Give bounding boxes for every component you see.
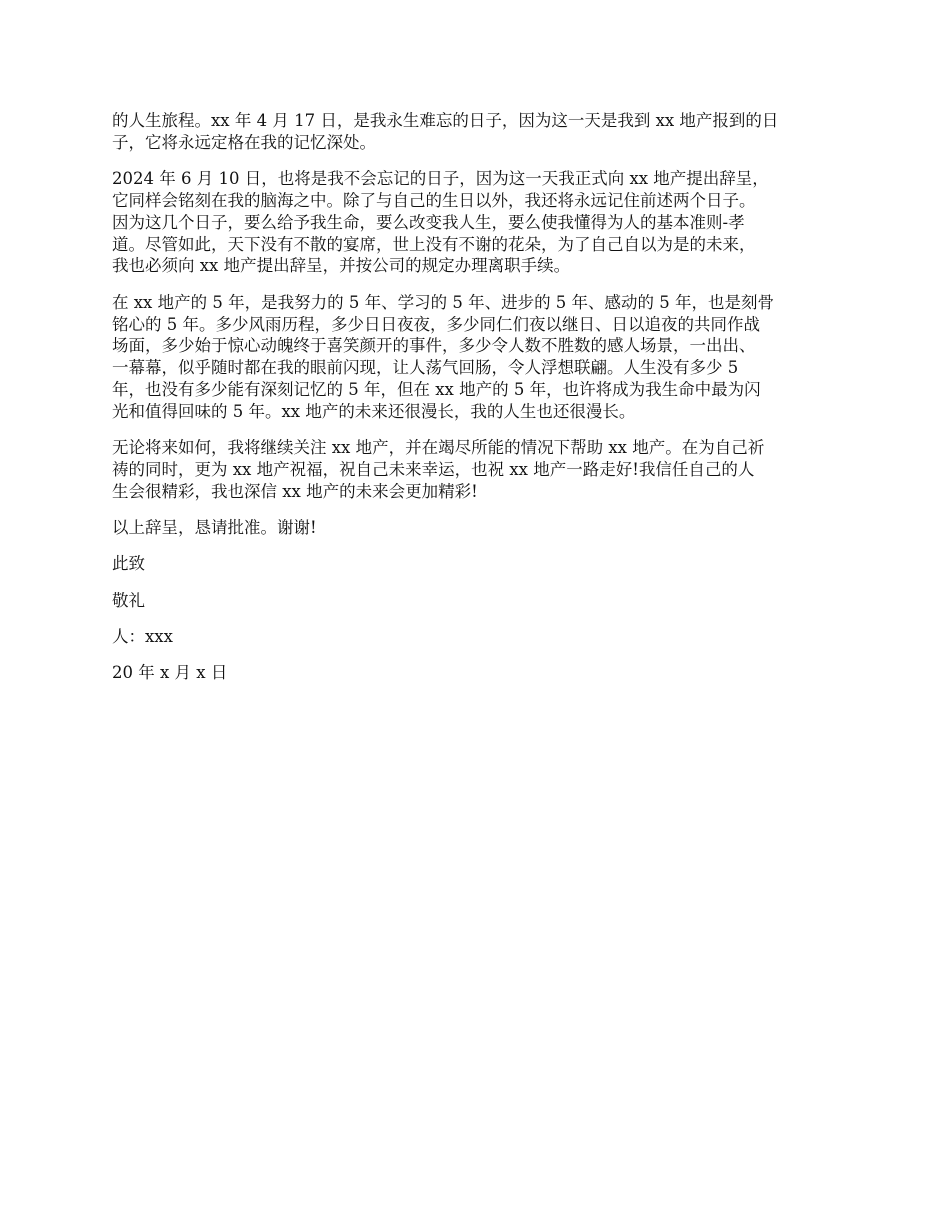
text-line: 年，也没有多少能有深刻记忆的 5 年，但在 xx 地产的 5 年，也许将成为我生命中最为闪	[112, 379, 761, 399]
paragraph-future-wishes	[112, 437, 838, 502]
text-line: 场面，多少始于惊心动魄终于喜笑颜开的事件，多少令人数不胜数的感人场景，一出出、	[112, 336, 756, 356]
text-line: 铭心的 5 年。多少风雨历程，多少日日夜夜，多少同仁们夜以继日、日以追夜的共同作战	[112, 314, 760, 334]
text-line: 子，它将永远定格在我的记忆深处。	[112, 132, 376, 152]
paragraph-five-years	[112, 292, 838, 423]
text-line: 道。尽管如此，天下没有不散的宴席，世上没有不谢的花朵，为了自己自以为是的未来，	[112, 234, 756, 254]
text-line: 我也必须向 xx 地产提出辞呈，并按公司的规定办理离职手续。	[112, 256, 571, 276]
text-line: 在 xx 地产的 5 年，是我努力的 5 年、学习的 5 年、进步的 5 年、感动的 5 年，也是刻骨	[112, 292, 775, 312]
date-line	[112, 662, 838, 684]
signature-line	[112, 626, 838, 648]
paragraph-request-approval	[112, 517, 838, 539]
closing-jingli	[112, 590, 838, 612]
text-line: 人：xxx	[112, 626, 173, 646]
paragraph-resignation-date	[112, 168, 838, 277]
text-line: 无论将来如何，我将继续关注 xx 地产，并在竭尽所能的情况下帮助 xx 地产。在为自己祈	[112, 438, 765, 458]
document-body	[112, 110, 838, 698]
text-line: 祷的同时，更为 xx 地产祝福，祝自己未来幸运，也祝 xx 地产一路走好!我信任自己的人	[112, 459, 755, 479]
text-line: 的人生旅程。xx 年 4 月 17 日，是我永生难忘的日子，因为这一天是我到 xx 地产报到的日	[112, 111, 779, 130]
text-line: 此致	[112, 554, 145, 574]
text-line: 20 年 x 月 x 日	[112, 662, 228, 682]
text-line: 敬礼	[112, 590, 145, 610]
text-line: 它同样会铭刻在我的脑海之中。除了与自己的生日以外，我还将永远记住前述两个日子。	[112, 190, 756, 210]
paragraph-intro	[112, 110, 838, 154]
text-line: 光和值得回味的 5 年。xx 地产的未来还很漫长，我的人生也还很漫长。	[112, 401, 636, 421]
text-line: 因为这几个日子，要么给予我生命，要么改变我人生，要么使我懂得为人的基本准则-孝	[112, 212, 745, 232]
text-line: 2024 年 6 月 10 日，也将是我不会忘记的日子，因为这一天我正式向 xx 地产提出辞呈，	[112, 169, 769, 189]
closing-cizhi	[112, 553, 838, 575]
text-line: 生会很精彩，我也深信 xx 地产的未来会更加精彩!	[112, 481, 478, 501]
text-line: 一幕幕，似乎随时都在我的眼前闪现，让人荡气回肠，令人浮想联翩。人生没有多少 5	[112, 358, 739, 378]
text-line: 以上辞呈，恳请批准。谢谢!	[112, 518, 317, 538]
